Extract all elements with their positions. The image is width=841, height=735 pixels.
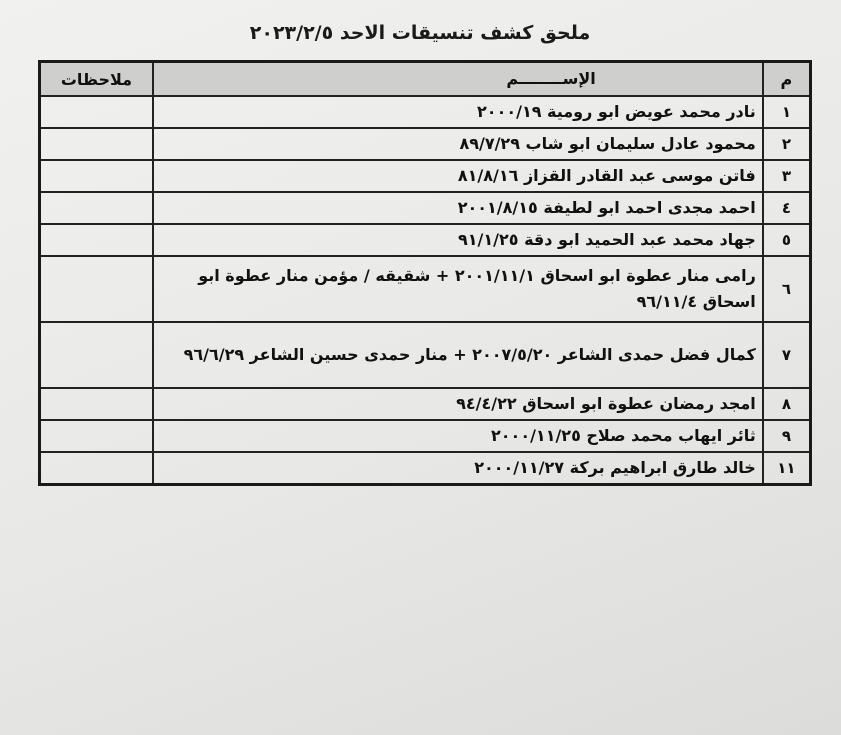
- row-name: نادر محمد عويض ابو رومية ٢٠٠٠/١٩: [153, 96, 763, 128]
- row-number: ٤: [763, 192, 811, 224]
- table-row: [40, 322, 811, 388]
- header-name-label: الإســــــــم: [506, 69, 596, 88]
- table-row: [40, 452, 811, 484]
- row-number: ٢: [763, 128, 811, 160]
- document-title: ملحق كشف تنسيقات الاحد ٢٠٢٣/٢/٥: [249, 22, 591, 44]
- table-row: [40, 388, 811, 420]
- table-header-row: [40, 62, 811, 97]
- row-name: ثائر ايهاب محمد صلاح ٢٠٠٠/١١/٢٥: [153, 420, 763, 452]
- row-number: ٥: [763, 224, 811, 256]
- names-table: [38, 60, 812, 486]
- row-notes: [40, 160, 153, 192]
- table-row: [40, 128, 811, 160]
- row-number: ١١: [763, 452, 811, 484]
- table-row: [40, 420, 811, 452]
- row-notes: [40, 420, 153, 452]
- table-row: [40, 160, 811, 192]
- row-number: ٦: [763, 256, 811, 322]
- row-notes: [40, 256, 153, 322]
- row-notes: [40, 192, 153, 224]
- table-row: [40, 256, 811, 322]
- row-name: رامى منار عطوة ابو اسحاق ٢٠٠١/١١/١ + شقيقه / مؤمن منار عطوة ابو اسحاق ٩٦/١١/٤: [153, 256, 763, 322]
- row-notes: [40, 388, 153, 420]
- header-number: م: [763, 62, 811, 97]
- row-number: ١: [763, 96, 811, 128]
- row-name: فاتن موسى عبد القادر القزاز ٨١/٨/١٦: [153, 160, 763, 192]
- header-notes: ملاحظات: [40, 62, 153, 97]
- row-notes: [40, 452, 153, 484]
- row-name: محمود عادل سليمان ابو شاب ٨٩/٧/٢٩: [153, 128, 763, 160]
- row-notes: [40, 128, 153, 160]
- row-number: ٨: [763, 388, 811, 420]
- row-number: ٩: [763, 420, 811, 452]
- row-name: امجد رمضان عطوة ابو اسحاق ٩٤/٤/٢٢: [153, 388, 763, 420]
- row-name: احمد مجدى احمد ابو لطيفة ٢٠٠١/٨/١٥: [153, 192, 763, 224]
- row-name: جهاد محمد عبد الحميد ابو دقة ٩١/١/٢٥: [153, 224, 763, 256]
- row-number: ٧: [763, 322, 811, 388]
- row-notes: [40, 96, 153, 128]
- row-notes: [40, 224, 153, 256]
- header-name: [153, 62, 763, 97]
- table-row: [40, 192, 811, 224]
- table-row: [40, 224, 811, 256]
- row-number: ٣: [763, 160, 811, 192]
- row-name: خالد طارق ابراهيم بركة ٢٠٠٠/١١/٢٧: [153, 452, 763, 484]
- row-name: كمال فضل حمدى الشاعر ٢٠٠٧/٥/٢٠ + منار حمدى حسين الشاعر ٩٦/٦/٢٩: [153, 322, 763, 388]
- row-notes: [40, 322, 153, 388]
- table-row: [40, 96, 811, 128]
